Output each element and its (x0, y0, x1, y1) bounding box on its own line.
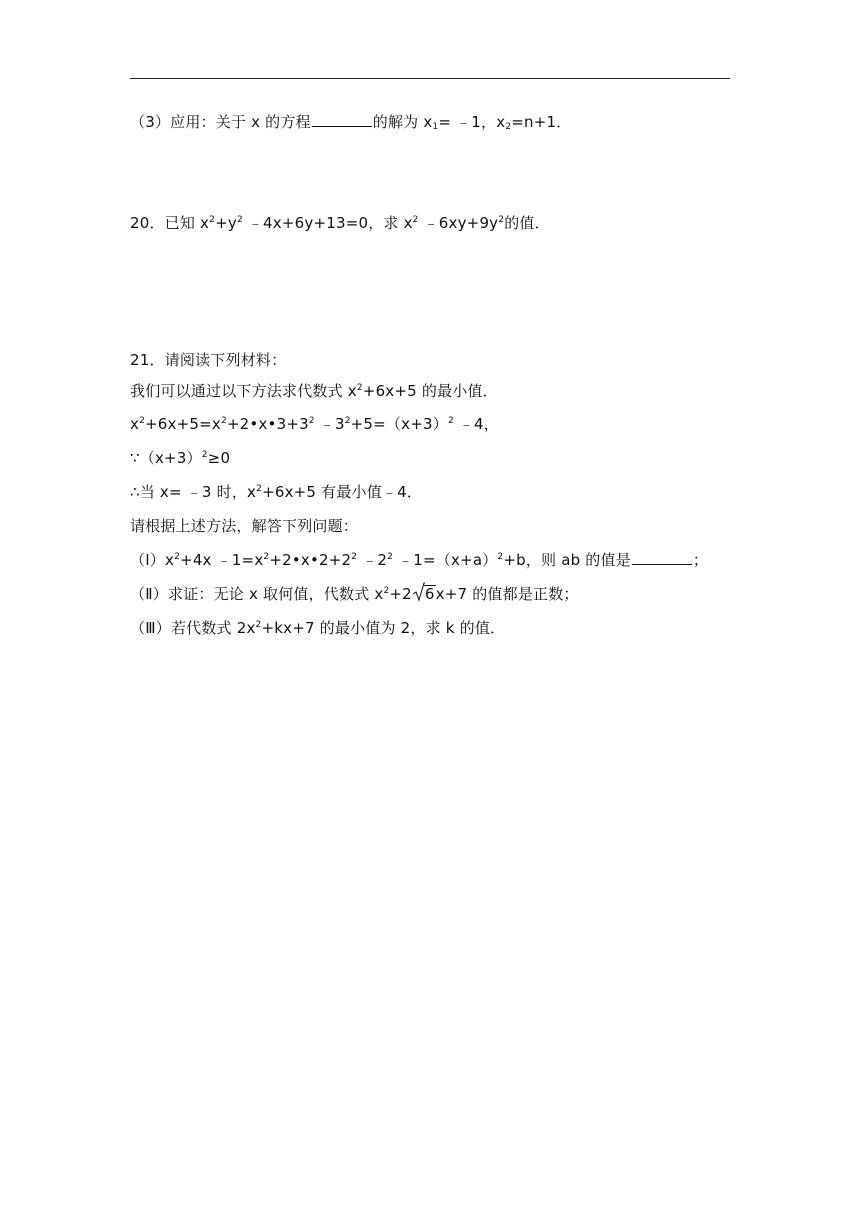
q21-since: $\because(x+3)^2\ge 0$ (130, 449, 231, 467)
q21-part3: （Ⅲ）若代数式 $2x^2+kx+7$ 的最小值为 2，求 k 的值． (130, 619, 506, 637)
q19-part3: （3）应用：关于 x 的方程 的解为 $x_1=$ ﹣1，$x_2=n+1$． (130, 113, 572, 132)
answer-blank (632, 550, 692, 565)
answer-blank (312, 112, 372, 127)
radical-sign-icon (413, 582, 425, 602)
question-20: 20．已知 $x^2+y^2$ ﹣4x+6y+13=0，求 $x^2$ $﹣6xy+9y^2$的值． (130, 214, 550, 232)
q21-intro: 我们可以通过以下方法求代数式 $x^2+6x+5$ 的最小值． (130, 382, 498, 400)
header-rule (130, 78, 730, 79)
q21-part1: $(Ⅰ)x^2+4x$ $﹣1=x^2+2•x•2+2^2$ $﹣2^2$ $﹣1=(x+a)^2+b$，则 ab 的值是 ； (130, 551, 709, 569)
question-21-title: 21．请阅读下列材料： (130, 351, 287, 369)
q21-equation: $x^2+6x+5=x^2+2•x•3+3^2$ $﹣3^2+5=(x+3)^2$ ﹣4， (130, 415, 499, 433)
q21-part2: （Ⅱ）求证：无论 x 取何值，代数式 $x^2+2$ 6x+7 的值都是正数； (130, 584, 579, 604)
q21-therefore: ∴当 x= ﹣3 时，$x^2+6x+5$ 有最小值﹣4． (130, 483, 423, 501)
q21-instruction: 请根据上述方法，解答下列问题： (130, 517, 359, 535)
square-root: 6 (413, 584, 436, 604)
